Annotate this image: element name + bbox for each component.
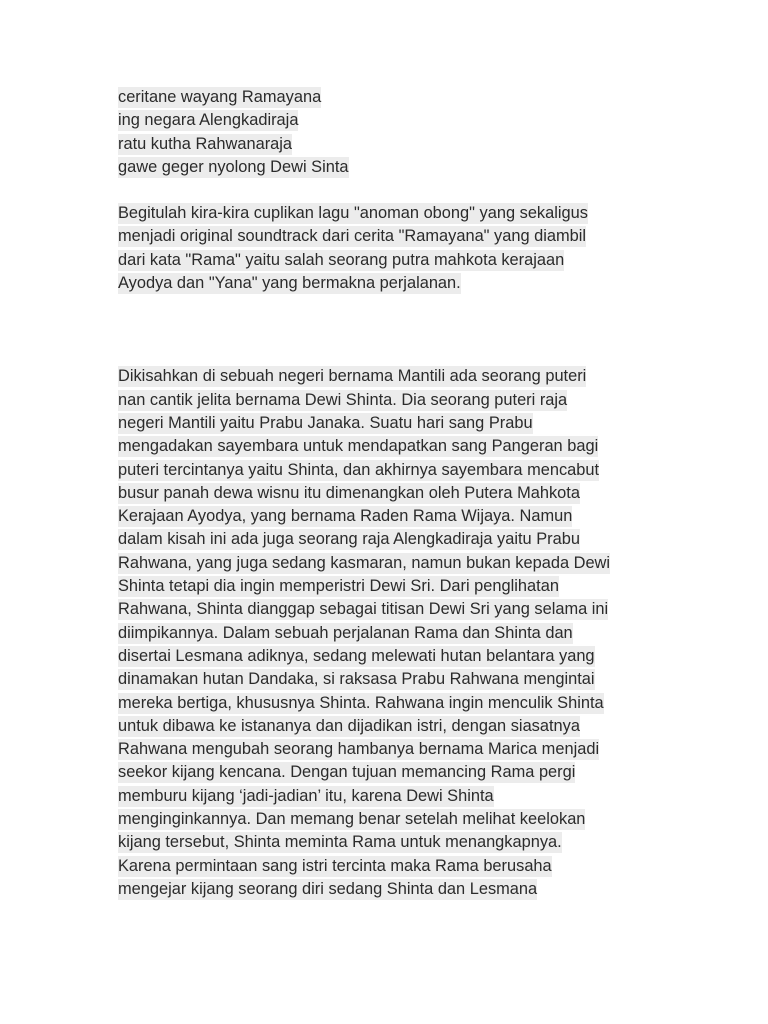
intro-line: menjadi original soundtrack dari cerita "Ramayana" yang diambil xyxy=(118,227,587,246)
story-line: mereka bertiga, khususnya Shinta. Rahwana ingin menculik Shinta xyxy=(118,693,604,712)
story-line: nan cantik jelita bernama Dewi Shinta. Dia seorang puteri raja xyxy=(118,390,568,409)
story-line: seekor kijang kencana. Dengan tujuan memancing Rama pergi xyxy=(118,763,576,782)
story-line: mengadakan sayembara untuk mendapatkan sang Pangeran bagi xyxy=(118,437,599,456)
intro-line: Ayodya dan "Yana" yang bermakna perjalanan. xyxy=(118,274,461,293)
story-line: negeri Mantili yaitu Prabu Janaka. Suatu hari sang Prabu xyxy=(118,413,533,432)
document-page xyxy=(118,86,678,901)
story-line: kijang tersebut, Shinta meminta Rama untuk menangkapnya. xyxy=(118,833,562,852)
verse-line: ing negara Alengkadiraja xyxy=(118,111,299,130)
verse-line: gawe geger nyolong Dewi Sinta xyxy=(118,157,349,176)
story-line: untuk dibawa ke istananya dan dijadikan istri, dengan siasatnya xyxy=(118,716,580,735)
intro-line: dari kata "Rama" yaitu salah seorang putra mahkota kerajaan xyxy=(118,250,565,269)
song-verse xyxy=(118,86,678,179)
intro-line: Begitulah kira-kira cuplikan lagu "anoman obong" yang sekaligus xyxy=(118,204,588,223)
paragraph-gap xyxy=(118,295,678,365)
story-line: Karena permintaan sang istri tercinta maka Rama berusaha xyxy=(118,856,552,875)
story-line: memburu kijang ‘jadi-jadian’ itu, karena Dewi Shinta xyxy=(118,786,494,805)
story-line: Rahwana mengubah seorang hambanya bernama Marica menjadi xyxy=(118,740,600,759)
story-line: dinamakan hutan Dandaka, si raksasa Prabu Rahwana mengintai xyxy=(118,670,595,689)
story-line: Shinta tetapi dia ingin memperistri Dewi Sri. Dari penglihatan xyxy=(118,577,559,596)
story-line: Rahwana, Shinta dianggap sebagai titisan Dewi Sri yang selama ini xyxy=(118,600,609,619)
story-line: disertai Lesmana adiknya, sedang melewati hutan belantara yang xyxy=(118,646,595,665)
story-line: diimpikannya. Dalam sebuah perjalanan Rama dan Shinta dan xyxy=(118,623,573,642)
story-line: Dikisahkan di sebuah negeri bernama Mantili ada seorang puteri xyxy=(118,367,587,386)
verse-line: ratu kutha Rahwanaraja xyxy=(118,134,293,153)
story-line: busur panah dewa wisnu itu dimenangkan oleh Putera Mahkota xyxy=(118,483,580,502)
story-line: Kerajaan Ayodya, yang bernama Raden Rama Wijaya. Namun xyxy=(118,507,573,526)
intro-paragraph xyxy=(118,202,678,295)
paragraph-gap xyxy=(118,179,678,202)
story-paragraph xyxy=(118,365,678,901)
verse-line: ceritane wayang Ramayana xyxy=(118,88,322,106)
story-line: menginginkannya. Dan memang benar setelah melihat keelokan xyxy=(118,810,586,829)
story-line: puteri tercintanya yaitu Shinta, dan akhirnya sayembara mencabut xyxy=(118,460,600,479)
story-line: Rahwana, yang juga sedang kasmaran, namun bukan kepada Dewi xyxy=(118,553,611,572)
story-line: mengejar kijang seorang diri sedang Shinta dan Lesmana xyxy=(118,879,538,898)
story-line: dalam kisah ini ada juga seorang raja Alengkadiraja yaitu Prabu xyxy=(118,530,580,549)
